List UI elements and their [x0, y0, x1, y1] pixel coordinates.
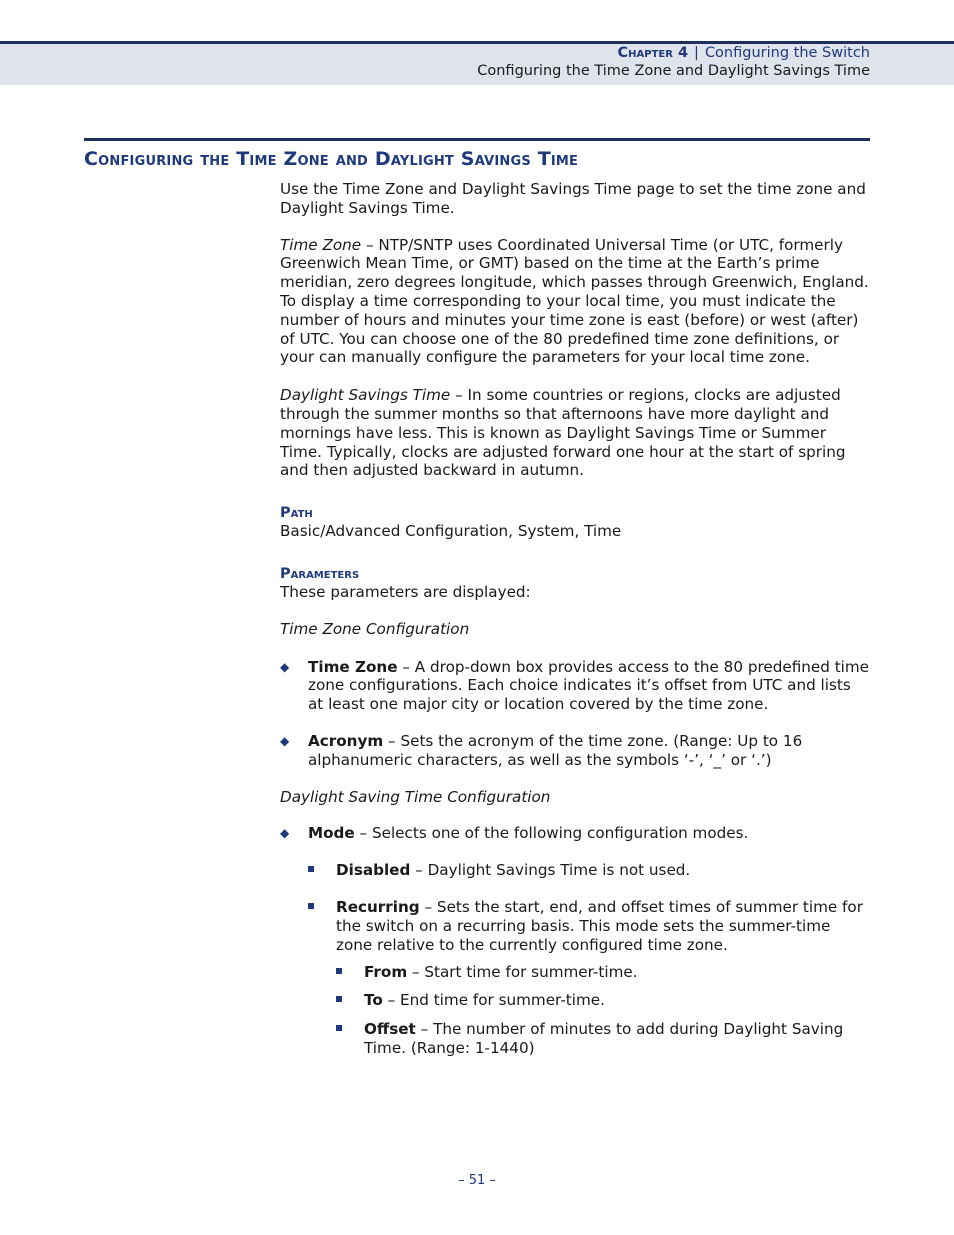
square-bullet-icon — [336, 968, 342, 974]
running-header-section: Configuring the Time Zone and Daylight Savings Time — [477, 63, 870, 79]
parameters-intro: These parameters are displayed: — [280, 582, 531, 601]
list-item — [280, 732, 870, 770]
item-text: – Sets the acronym of the time zone. (Range: Up to 16 alphanumeric characters, as well as the symbols ‘-’, ‘_’ or ‘.’) — [308, 731, 803, 769]
time-zone-paragraph — [280, 236, 870, 368]
item-term: To — [364, 991, 383, 1010]
item-text: – End time for summer-time. — [382, 991, 605, 1010]
item-term: From — [364, 963, 408, 982]
square-bullet-icon — [308, 903, 314, 909]
diamond-bullet-icon: ◆ — [280, 733, 290, 748]
square-bullet-icon — [336, 996, 342, 1002]
square-bullet-icon — [308, 866, 314, 872]
item-text: – Daylight Savings Time is not used. — [410, 861, 691, 880]
item-term: Acronym — [308, 731, 384, 750]
list-item — [280, 861, 870, 880]
dst-term: Daylight Savings Time — [280, 386, 451, 405]
item-text: – A drop-down box provides access to the 80 predefined time zone configurations. Each choice indicates it’s offset from UTC and lists at least one major city or location covered by the time zone. — [308, 657, 870, 714]
diamond-bullet-icon: ◆ — [280, 659, 290, 674]
list-item — [280, 898, 870, 954]
list-item — [280, 1020, 870, 1058]
header-separator: | — [694, 45, 699, 61]
chapter-title: Configuring the Switch — [704, 45, 870, 61]
title-rule — [84, 138, 870, 141]
time-zone-term: Time Zone — [280, 235, 362, 254]
body-content — [280, 180, 870, 1058]
item-term: Recurring — [336, 897, 420, 916]
page-number: – 51 – — [458, 1173, 496, 1188]
time-zone-text: – NTP/SNTP uses Coordinated Universal Time (or UTC, formerly Greenwich Mean Time, or GMT) based on the time at the Earth’s prime meridian, zero degrees longitude, which passes through Greenwich, England. To display a time corresponding to your local time, you must indicate the number of hours and minutes your time zone is east (before) or west (after) of UTC. You can choose one of the 80 predefined time zone definitions, or your can manually configure the parameters for your local time zone. — [280, 235, 869, 367]
dst-paragraph — [280, 386, 870, 480]
intro-paragraph: Use the Time Zone and Daylight Savings Time page to set the time zone and Daylight Savings Time. — [280, 180, 866, 217]
diamond-bullet-icon: ◆ — [280, 826, 290, 841]
item-term: Offset — [364, 1019, 416, 1038]
path-heading: Path — [280, 505, 313, 522]
chapter-number: Chapter 4 — [617, 45, 689, 61]
running-header-chapter — [617, 45, 870, 61]
list-item — [280, 963, 870, 982]
item-term: Mode — [308, 824, 355, 843]
dst-config-label: Daylight Saving Time Configuration — [280, 787, 551, 806]
parameters-heading: Parameters — [280, 565, 360, 582]
dst-text: – In some countries or regions, clocks are adjusted through the summer months so that afternoons have more daylight and mornings have less. This is known as Daylight Savings Time or Summer Time. Typically, clocks are adjusted forward one hour at the start of spring and then adjusted backward in autumn. — [280, 386, 846, 480]
path-text: Basic/Advanced Configuration, System, Time — [280, 522, 622, 541]
item-term: Time Zone — [308, 657, 398, 676]
tz-config-label: Time Zone Configuration — [280, 619, 470, 638]
item-text: – Selects one of the following configuration modes. — [354, 824, 749, 843]
item-text: – Sets the start, end, and offset times of summer time for the switch on a recurring basis. This mode sets the summer-time zone relative to the currently configured time zone. — [336, 897, 863, 954]
square-bullet-icon — [336, 1025, 342, 1031]
section-title: Configuring the Time Zone and Daylight Savings Time — [84, 148, 579, 170]
item-text: – Start time for summer-time. — [407, 963, 638, 982]
item-term: Disabled — [336, 861, 411, 880]
list-item — [280, 991, 870, 1010]
list-item — [280, 824, 870, 843]
list-item — [280, 658, 870, 714]
item-text: – The number of minutes to add during Daylight Saving Time. (Range: 1-1440) — [364, 1019, 844, 1057]
